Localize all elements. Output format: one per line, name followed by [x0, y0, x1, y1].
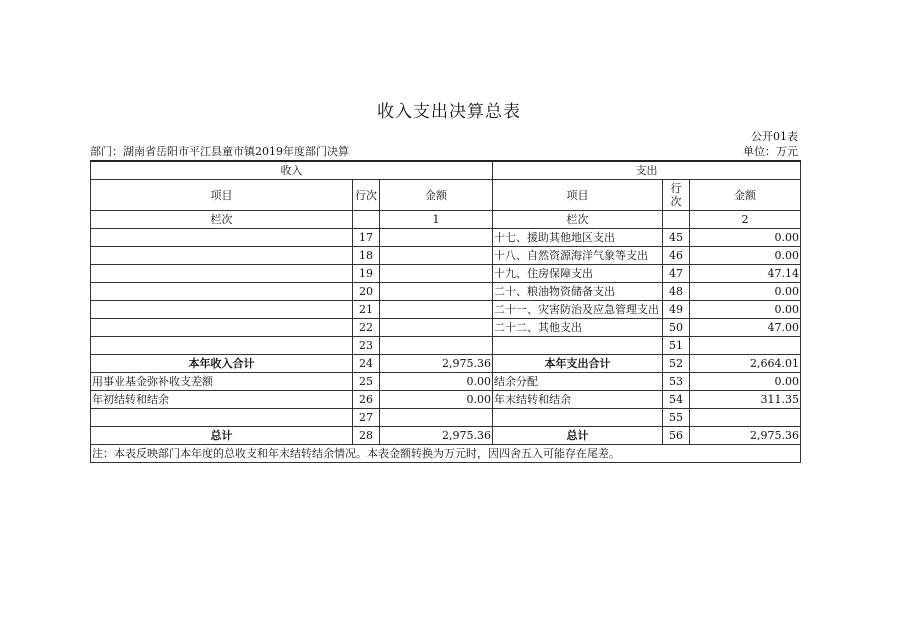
income-rowno-cell: 28	[353, 427, 380, 445]
expense-rowno-header-bottom: 次	[670, 195, 682, 208]
expense-section-header: 支出	[493, 161, 801, 180]
income-item-cell	[91, 229, 353, 247]
income-rowno-header: 行次	[353, 180, 380, 211]
expense-rowno-cell: 55	[663, 409, 690, 427]
expense-rowno-cell: 56	[663, 427, 690, 445]
table-row-subtotal	[91, 355, 801, 373]
table-row	[91, 373, 801, 391]
income-amount-cell: 0.00	[380, 373, 493, 391]
income-col-label-no	[353, 211, 380, 229]
income-amount-cell	[380, 409, 493, 427]
column-index-row	[91, 211, 801, 229]
income-item-cell	[91, 337, 353, 355]
header-row-sections	[91, 161, 801, 180]
income-rowno-cell: 21	[353, 301, 380, 319]
expense-item-cell	[493, 409, 663, 427]
expense-item-cell: 二十一、灾害防治及应急管理支出	[493, 301, 663, 319]
income-col-label: 栏次	[91, 211, 353, 229]
table-row	[91, 409, 801, 427]
note-row	[91, 445, 801, 463]
income-rowno-cell: 22	[353, 319, 380, 337]
expense-rowno-cell: 46	[663, 247, 690, 265]
expense-amount-cell: 0.00	[690, 373, 801, 391]
income-rowno-cell: 20	[353, 283, 380, 301]
income-item-cell: 年初结转和结余	[91, 391, 353, 409]
expense-rowno-cell: 52	[663, 355, 690, 373]
table-row	[91, 229, 801, 247]
expense-item-cell: 二十、粮油物资储备支出	[493, 283, 663, 301]
income-item-cell: 总计	[91, 427, 353, 445]
expense-amount-cell	[690, 409, 801, 427]
expense-amount-cell: 47.00	[690, 319, 801, 337]
income-item-cell	[91, 265, 353, 283]
income-rowno-cell: 24	[353, 355, 380, 373]
table-note: 注：本表反映部门本年度的总收支和年末结转结余情况。本表金额转换为万元时，因四舍五入可能存在尾差。	[91, 445, 801, 463]
expense-item-cell: 二十二、其他支出	[493, 319, 663, 337]
table-row-total	[91, 427, 801, 445]
unit-label: 单位：万元	[743, 145, 798, 158]
expense-amount-cell: 47.14	[690, 265, 801, 283]
income-amount-cell	[380, 229, 493, 247]
income-col-index: 1	[380, 211, 493, 229]
expense-amount-cell: 0.00	[690, 283, 801, 301]
report-title: 收入支出决算总表	[377, 102, 521, 122]
income-rowno-cell: 26	[353, 391, 380, 409]
form-number: 公开01表	[751, 130, 798, 143]
expense-item-cell: 总计	[493, 427, 663, 445]
expense-rowno-header	[663, 180, 690, 211]
income-section-header: 收入	[91, 161, 493, 180]
table-row	[91, 247, 801, 265]
expense-item-cell: 十七、援助其他地区支出	[493, 229, 663, 247]
expense-rowno-cell: 54	[663, 391, 690, 409]
income-amount-cell: 0.00	[380, 391, 493, 409]
income-rowno-cell: 19	[353, 265, 380, 283]
income-amount-cell	[380, 265, 493, 283]
expense-rowno-cell: 48	[663, 283, 690, 301]
table-row	[91, 301, 801, 319]
income-item-cell	[91, 319, 353, 337]
expense-item-cell: 年末结转和结余	[493, 391, 663, 409]
income-item-cell	[91, 301, 353, 319]
income-rowno-cell: 17	[353, 229, 380, 247]
income-item-cell	[91, 283, 353, 301]
expense-amount-cell: 311.35	[690, 391, 801, 409]
table-row	[91, 391, 801, 409]
expense-rowno-cell: 45	[663, 229, 690, 247]
income-rowno-cell: 25	[353, 373, 380, 391]
income-expense-table	[90, 160, 801, 463]
expense-amount-cell: 2,975.36	[690, 427, 801, 445]
expense-amount-cell: 0.00	[690, 247, 801, 265]
income-item-cell	[91, 247, 353, 265]
expense-item-cell	[493, 337, 663, 355]
income-amount-header: 金额	[380, 180, 493, 211]
income-item-header: 项目	[91, 180, 353, 211]
income-amount-cell	[380, 283, 493, 301]
expense-rowno-header-top: 行	[670, 182, 682, 195]
income-item-cell: 本年收入合计	[91, 355, 353, 373]
header-row-columns	[91, 180, 801, 211]
expense-item-cell: 十八、自然资源海洋气象等支出	[493, 247, 663, 265]
expense-col-label: 栏次	[493, 211, 663, 229]
expense-amount-cell: 2,664.01	[690, 355, 801, 373]
income-rowno-cell: 27	[353, 409, 380, 427]
department-label: 部门：湖南省岳阳市平江县童市镇2019年度部门决算	[90, 145, 349, 158]
income-rowno-cell: 23	[353, 337, 380, 355]
income-item-cell: 用事业基金弥补收支差额	[91, 373, 353, 391]
income-amount-cell: 2,975.36	[380, 427, 493, 445]
expense-item-cell: 本年支出合计	[493, 355, 663, 373]
expense-amount-header: 金额	[690, 180, 801, 211]
expense-item-header: 项目	[493, 180, 663, 211]
expense-rowno-cell: 51	[663, 337, 690, 355]
expense-amount-cell: 0.00	[690, 229, 801, 247]
expense-rowno-cell: 50	[663, 319, 690, 337]
expense-item-cell: 十九、住房保障支出	[493, 265, 663, 283]
expense-rowno-cell: 47	[663, 265, 690, 283]
income-amount-cell	[380, 319, 493, 337]
income-amount-cell: 2,975.36	[380, 355, 493, 373]
income-amount-cell	[380, 337, 493, 355]
table-row	[91, 319, 801, 337]
table-row	[91, 283, 801, 301]
expense-rowno-cell: 49	[663, 301, 690, 319]
income-item-cell	[91, 409, 353, 427]
table-row	[91, 265, 801, 283]
expense-amount-cell	[690, 337, 801, 355]
expense-amount-cell: 0.00	[690, 301, 801, 319]
income-rowno-cell: 18	[353, 247, 380, 265]
expense-item-cell: 结余分配	[493, 373, 663, 391]
income-amount-cell	[380, 301, 493, 319]
table-row	[91, 337, 801, 355]
expense-col-index: 2	[690, 211, 801, 229]
expense-col-label-no	[663, 211, 690, 229]
income-amount-cell	[380, 247, 493, 265]
expense-rowno-cell: 53	[663, 373, 690, 391]
